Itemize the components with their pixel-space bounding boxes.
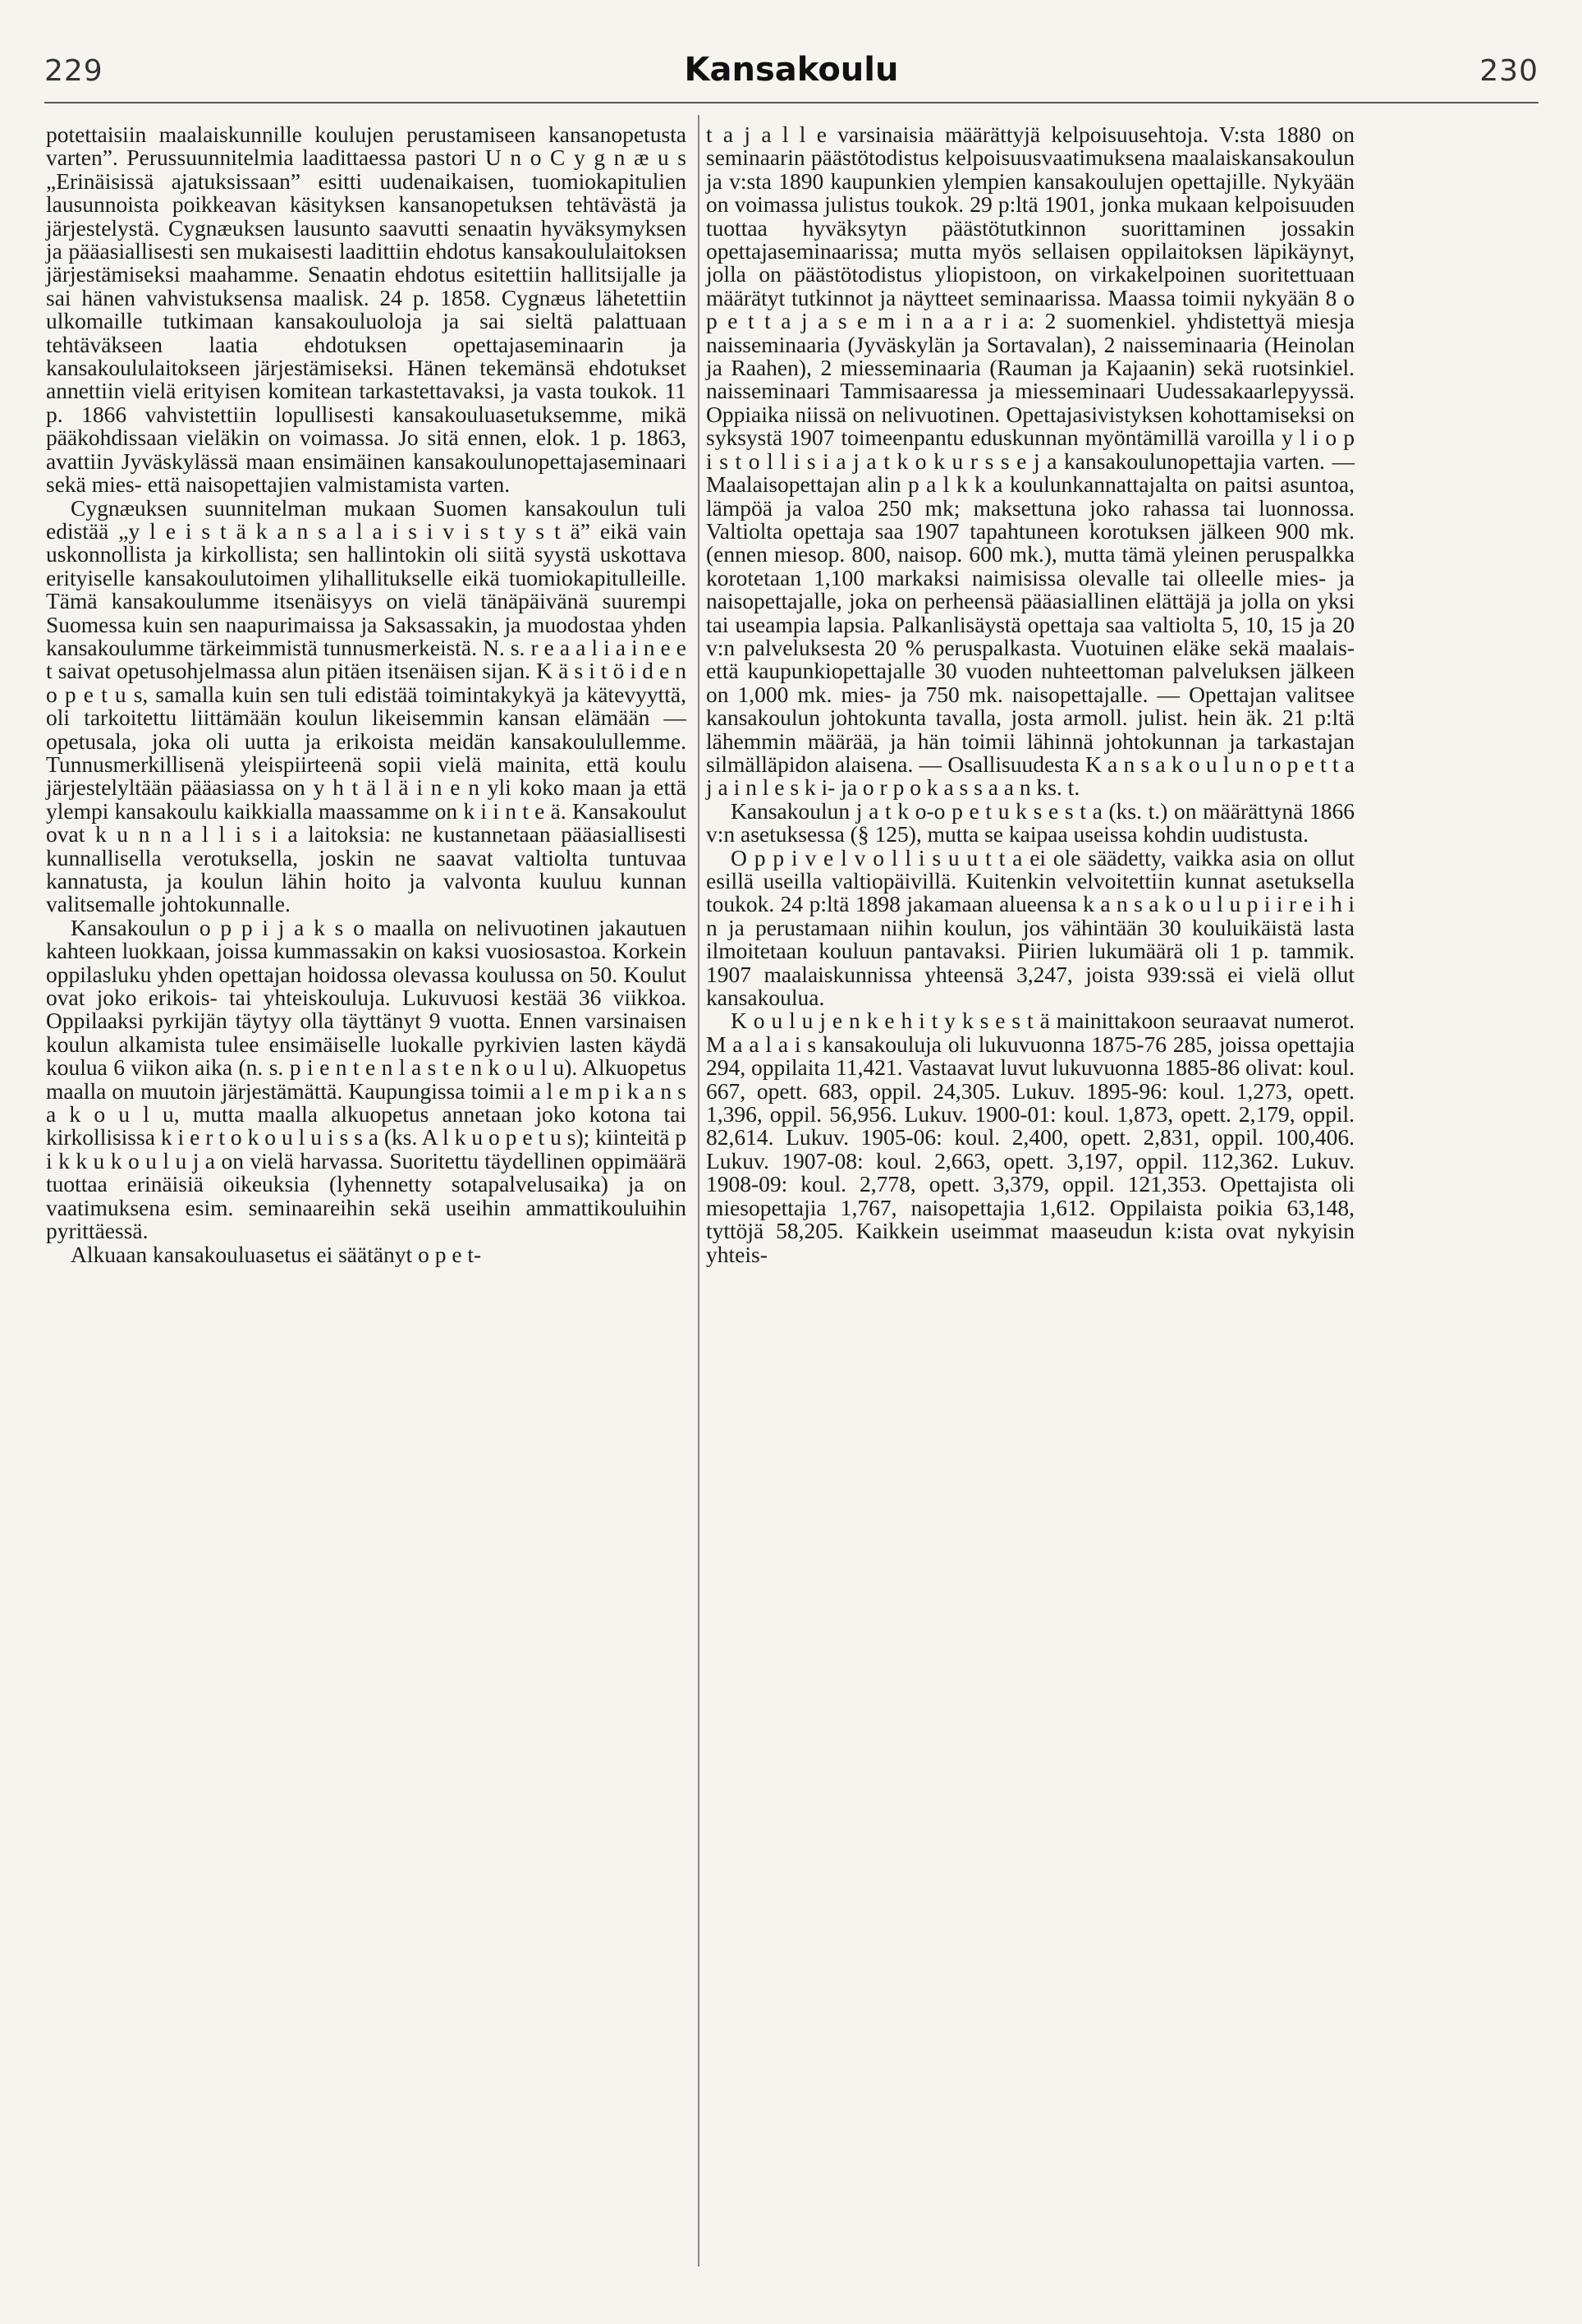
paragraph: K o u l u j e n k e h i t y k s e s t ä mainittakoon seuraavat numerot. M a a l a i s kansakouluja oli lukuvuonna 1875-76 285, joissa opettajia 294, oppilaita 11,421. Vastaavat luvut lukuvuonna 1885-86 olivat: koul. 667, opett. 683, oppil. 24,305. Lukuv. 1895-96: koul. 1,273, opett. 1,396, oppil. 56,956. Lukuv. 1900-01: koul. 1,873, opett. 2,179, oppil. 82,614. Lukuv. 1905-06: koul. 2,400, opett. 2,831, oppil. 100,406. Lukuv. 1907-08: koul. 2,663, opett. 3,197, oppil. 112,362. Lukuv. 1908-09: koul. 2,778, opett. 3,379, oppil. 121,353. Opettajista oli miesopettajia 1,767, naisopettajia 1,612. Oppilaista poikia 63,148, tyttöjä 58,205. Kaikkein useimmat maaseudun k:ista ovat nykyisin yhteis- <box>706 1008 1355 1267</box>
paragraph: potettaisiin maalaiskunnille koulujen perustamiseen kansanopetusta varten”. Perussuunnitelmia laadittaessa pastori U n o C y g n æ u s „Erinäisissä ajatuksissaan” esitti uudenaikaisen, tuomiokapitulien lausunnoista poikkeavan käsityksen kansanopetuksen tehtävästä ja järjestelystä. Cygnæuksen lausunto saavutti senaatin hyväksymyksen ja pääasiallisesti sen mukaisesti laadittiin ehdotus kansakoululaitoksen järjestämiseksi maahamme. Senaatin ehdotus esitettiin hallitsijalle ja sai hänen vahvistuksensa maalisk. 24 p. 1858. Cygnæus lähetettiin ulkomaille tutkimaan kansakouluoloja ja sai sieltä palattuaan tehtäväkseen laatia ehdotuksen opettajaseminaarin ja kansakoululaitokseen järjestämiseksi. Hänen tekemänsä ehdotukset annettiin vielä erityisen komitean tarkastettavaksi, ja vasta toukok. 11 p. 1866 vahvistettiin lopullisesti kansakouluasetuksemme, mikä pääkohdissaan vieläkin on voimassa. Jo sitä ennen, elok. 1 p. 1863, avattiin Jyväskylässä maan ensimäinen kansakoulunopettajaseminaari sekä mies- että naisopettajien valmistamista varten. <box>46 122 686 498</box>
paragraph: Cygnæuksen suunnitelman mukaan Suomen kansakoulun tuli edistää „y l e i s t ä k a n s a l a i s i v i s t y s t ä” eikä vain uskonnollista ja kirkollista; sen hallintokin oli siitä syystä uskottava erityiselle kansakoulutoimen ylihallitukselle eikä tuomiokapitulleille. Tämä kansakoulumme itsenäisyys on vielä tänäpäivänä suurempi Suomessa kuin sen naapurimaissa ja Saksassakin, ja muodostaa yhden kansakoulumme tärkeimmistä tunnusmerkeistä. N. s. r e a a l i a i n e e t saivat opetusohjelmassa alun pitäen itsenäisen sijan. K ä s i t ö i d e n o p e t u s, samalla kuin sen tuli edistää toimintakykyä ja kätevyyttä, oli tarkoitettu liittämään koulun likeisemmin kansan elämään — opetusala, joka oli uutta ja erikoista meidän kansakoulullemme. Tunnusmerkillisenä yleispiirteenä sopii vielä mainita, että koulu järjestelyltään pääasiassa on y h t ä l ä i n e n yli koko maan ja että ylempi kansakoulu kaikkialla maassamme on k i i n t e ä. Kansakoulut ovat k u n n a l l i s i a laitoksia: ne kustannetaan pääasiallisesti kunnallisella verotuksella, joskin ne saavat valtiolta tuntuvaa kannatusta, ja koulun lähin hoito ja valvonta kuuluu kunnan valitsemalle johtokunnalle. <box>46 494 686 917</box>
paragraph: Kansakoulun o p p i j a k s o maalla on nelivuotinen jakautuen kahteen luokkaan, joissa kummassakin on kaksi vuosiosastoa. Korkein oppilasluku yhden opettajan hoidossa olevassa koulussa on 50. Koulut ovat joko erikois- tai yhteiskouluja. Lukuvuosi kestää 36 viikkoa. Oppilaaksi pyrkijän täytyy olla täyttänyt 9 vuotta. Ennen varsinaisen koulun alkamista tulee ensimäiselle luokalle pyrkivien lasten käydä koulua 6 viikon aika (n. s. p i e n t e n l a s t e n k o u l u). Alkuopetus maalla on muutoin järjestämättä. Kaupungissa toimii a l e m p i k a n s a k o u l u, mutta maalla alkuopetus annetaan joko kotona tai kirkollisissa k i e r t o k o u l u i s s a (ks. A l k u o p e t u s); kiinteitä p i k k u k o u l u j a on vielä harvassa. Suoritettu täydellinen oppimäärä tuottaa erinäisiä oikeuksia (lyhennetty sotapalvelusaika) ja on vaatimuksena esim. seminaareihin sekä useihin ammattikouluihin pyrittäessä. <box>46 914 686 1244</box>
paragraph: Kansakoulun j a t k o-o p e t u k s e s t a (ks. t.) on määrättynä 1866 v:n asetuksessa (§ 125), mutta se kaipaa useissa kohdin uudistusta. <box>706 797 1355 847</box>
left-column <box>46 123 686 1266</box>
column-divider <box>698 115 699 2267</box>
page-header <box>44 49 1538 99</box>
paragraph: O p p i v e l v o l l i s u u t t a ei ole säädetty, vaikka asia on ollut esillä useilla valtiopäivillä. Kuitenkin velvoitettiin kunnat asetuksella toukok. 24 p:ltä 1898 jakamaan alueensa k a n s a k o u l u p i i r e i h i n ja perustamaan niihin koulun, jos vähintään 30 kouluikäistä lasta ilmoitetaan kouluun pantavaksi. Piirien lukumäärä oli 1 p. tammik. 1907 maalaiskunnissa yhteensä 3,247, joista 939:ssä ei vielä ollut kansakoulua. <box>706 844 1355 1011</box>
running-title: Kansakoulu <box>684 51 899 89</box>
paragraph: Alkuaan kansakouluasetus ei säätänyt o p e t- <box>71 1241 482 1267</box>
page-number-right: 230 <box>1479 54 1538 88</box>
header-rule <box>44 102 1538 103</box>
paragraph: t a j a l l e varsinaisia määrättyjä kelpoisuusehtoja. V:sta 1880 on seminaarin päästötodistus kelpoisuusvaatimuksena maalaiskansakoulun ja v:sta 1890 kaupunkien ylempien kansakoulujen opettajille. Nykyään on voimassa julistus toukok. 29 p:ltä 1901, jonka mukaan kelpoisuuden tuottaa hyväksytyn päästötutkinnon suorittaminen jossakin opettajaseminaarissa; mutta myös sellaisen oppilaitoksen läpikäynyt, jolla on päästötodistus yliopistoon, on virkakelpoinen suoritettuaan määrätyt tutkinnot ja näytteet seminaarissa. Maassa toimii nykyään 8 o p e t t a j a s e m i n a a r i a: 2 suomenkiel. yhdistettyä miesja naisseminaaria (Jyväskylän ja Sortavalan), 2 naisseminaaria (Heinolan ja Raahen), 2 miesseminaaria (Rauman ja Kajaanin) sekä ruotsinkiel. naisseminaari Tammisaaressa ja miesseminaari Uudessakaarlepyyssä. Oppiaika niissä on nelivuotinen. Opettajasivistyksen kohottamiseksi on syksystä 1907 toimeenpantu eduskunnan myöntämillä varoilla y l i o p i s t o l l i s i a j a t k o k u r s s e j a kansakoulunopettajia varten. — Maalaisopettajan alin p a l k k a koulunkannattajalta on paitsi asuntoa, lämpöä ja valoa 250 mk; maksettuna joko rahassa tai luonnossa. Valtiolta opettaja saa 1907 tapahtuneen korotuksen jälkeen 900 mk. (ennen miesop. 800, naisop. 600 mk.), mutta tämä yleinen peruspalkka korotetaan 1,100 markaksi naimisissa olevalle tai olleelle mies- ja naisopettajalle, joka on perheensä pääasiallinen elättäjä ja jolla on yksi tai useampia lapsia. Palkanlisäystä opettaja saa valtiolta 5, 10, 15 ja 20 v:n palveluksesta 20 % peruspalkasta. Vuotuinen eläke sekä maalais- että kaupunkiopettajalle 30 vuoden nuhteettoman palveluksen jälkeen on 1,000 mk. mies- ja 750 mk. naisopettajalle. — Opettajan valitsee kansakoulun johtokunta tavalla, josta armoll. julist. hein äk. 21 p:ltä lähemmin määrää, ja hän toimii lähinnä johtokunnan ja tarkastajan silmälläpidon alaisena. — Osallisuudesta K a n s a k o u l u n o p e t t a j a i n l e s k i- ja o r p o k a s s a a n ks. t. <box>706 122 1355 801</box>
right-column <box>706 123 1355 1266</box>
page-number-left: 229 <box>44 54 103 88</box>
